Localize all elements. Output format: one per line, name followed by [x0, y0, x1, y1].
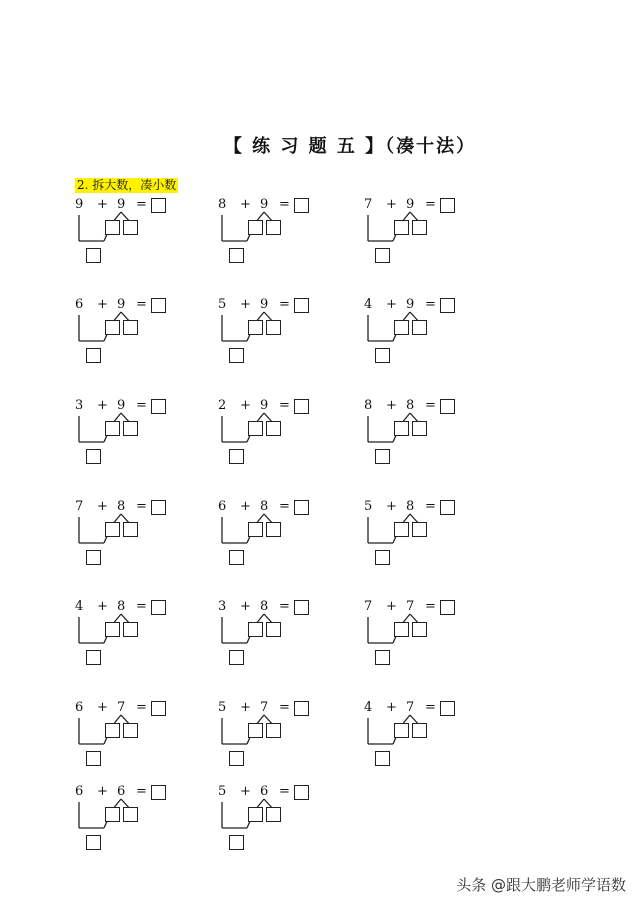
plus-sign: +: [386, 499, 397, 514]
sum-ten-box[interactable]: [375, 650, 390, 665]
equals-sign: =: [136, 784, 147, 799]
equals-sign: =: [136, 599, 147, 614]
plus-sign: +: [97, 784, 108, 799]
plus-sign: +: [240, 197, 251, 212]
plus-sign: +: [97, 499, 108, 514]
addend-a: 7: [364, 599, 373, 614]
sum-ten-box[interactable]: [86, 751, 101, 766]
equals-sign: =: [136, 499, 147, 514]
split-box-left[interactable]: [105, 807, 120, 822]
equals-sign: =: [279, 700, 290, 715]
split-box-right[interactable]: [123, 723, 138, 738]
sum-ten-box[interactable]: [86, 348, 101, 363]
sum-ten-box[interactable]: [375, 449, 390, 464]
addend-b: 9: [260, 197, 269, 212]
addend-a: 8: [364, 398, 373, 413]
split-box-right[interactable]: [412, 522, 427, 537]
plus-sign: +: [240, 784, 251, 799]
addend-b: 6: [260, 784, 269, 799]
equals-sign: =: [279, 784, 290, 799]
sum-ten-box[interactable]: [229, 835, 244, 850]
addend-b: 8: [260, 499, 269, 514]
addend-b: 9: [260, 297, 269, 312]
addend-a: 5: [218, 700, 227, 715]
addend-b: 8: [406, 499, 415, 514]
addend-a: 9: [75, 197, 84, 212]
addend-a: 3: [218, 599, 227, 614]
plus-sign: +: [240, 599, 251, 614]
addend-a: 4: [364, 700, 373, 715]
split-box-right[interactable]: [266, 522, 281, 537]
addend-a: 4: [75, 599, 84, 614]
addend-a: 5: [218, 297, 227, 312]
equals-sign: =: [279, 398, 290, 413]
problem-card: [218, 500, 348, 570]
split-box-right[interactable]: [412, 220, 427, 235]
addend-b: 8: [117, 499, 126, 514]
sum-ten-box[interactable]: [229, 449, 244, 464]
problem-card: [364, 500, 494, 570]
equals-sign: =: [136, 197, 147, 212]
addend-b: 7: [117, 700, 126, 715]
addend-b: 9: [117, 197, 126, 212]
addend-a: 5: [364, 499, 373, 514]
split-box-left[interactable]: [105, 421, 120, 436]
plus-sign: +: [240, 398, 251, 413]
addend-b: 9: [406, 297, 415, 312]
problem-card: [75, 399, 205, 469]
addend-a: 6: [75, 297, 84, 312]
sum-ten-box[interactable]: [375, 751, 390, 766]
equals-sign: =: [425, 297, 436, 312]
problem-card: [218, 198, 348, 268]
equals-sign: =: [279, 297, 290, 312]
plus-sign: +: [386, 700, 397, 715]
problem-card: [364, 399, 494, 469]
problem-card: [364, 600, 494, 670]
problem-card: [218, 399, 348, 469]
split-box-left[interactable]: [105, 522, 120, 537]
plus-sign: +: [240, 297, 251, 312]
problem-card: [218, 701, 348, 771]
split-box-left[interactable]: [105, 220, 120, 235]
split-box-right[interactable]: [412, 723, 427, 738]
split-box-right[interactable]: [266, 421, 281, 436]
problem-card: [218, 785, 348, 855]
plus-sign: +: [386, 197, 397, 212]
addend-a: 3: [75, 398, 84, 413]
sum-ten-box[interactable]: [375, 248, 390, 263]
addend-b: 7: [406, 700, 415, 715]
addend-b: 9: [260, 398, 269, 413]
addend-b: 7: [406, 599, 415, 614]
sum-ten-box[interactable]: [229, 650, 244, 665]
split-box-left[interactable]: [248, 723, 263, 738]
plus-sign: +: [386, 297, 397, 312]
split-box-left[interactable]: [394, 220, 409, 235]
split-box-left[interactable]: [394, 522, 409, 537]
addend-b: 9: [117, 398, 126, 413]
split-box-right[interactable]: [266, 220, 281, 235]
plus-sign: +: [240, 499, 251, 514]
addend-a: 7: [75, 499, 84, 514]
plus-sign: +: [386, 398, 397, 413]
addend-b: 6: [117, 784, 126, 799]
equals-sign: =: [136, 398, 147, 413]
sum-ten-box[interactable]: [86, 248, 101, 263]
equals-sign: =: [136, 700, 147, 715]
split-box-right[interactable]: [412, 421, 427, 436]
sum-ten-box[interactable]: [229, 348, 244, 363]
addend-b: 9: [117, 297, 126, 312]
split-box-left[interactable]: [248, 421, 263, 436]
sum-ten-box[interactable]: [375, 550, 390, 565]
addend-b: 9: [406, 197, 415, 212]
plus-sign: +: [240, 700, 251, 715]
split-box-left[interactable]: [105, 320, 120, 335]
problem-card: [75, 298, 205, 368]
problem-card: [218, 298, 348, 368]
equals-sign: =: [425, 197, 436, 212]
split-box-left[interactable]: [394, 622, 409, 637]
split-box-right[interactable]: [266, 723, 281, 738]
watermark: 头条 @跟大鹏老师学语数: [456, 876, 626, 894]
equals-sign: =: [136, 297, 147, 312]
addend-b: 8: [260, 599, 269, 614]
sum-ten-box[interactable]: [229, 550, 244, 565]
split-box-left[interactable]: [248, 807, 263, 822]
addend-a: 6: [75, 700, 84, 715]
split-box-left[interactable]: [248, 622, 263, 637]
problem-card: [75, 785, 205, 855]
equals-sign: =: [425, 599, 436, 614]
split-box-right[interactable]: [123, 320, 138, 335]
problem-card: [218, 600, 348, 670]
split-box-right[interactable]: [123, 421, 138, 436]
split-box-left[interactable]: [248, 320, 263, 335]
problem-card: [75, 198, 205, 268]
addend-b: 8: [117, 599, 126, 614]
problem-card: [75, 600, 205, 670]
equals-sign: =: [425, 398, 436, 413]
split-box-right[interactable]: [266, 622, 281, 637]
split-box-right[interactable]: [123, 622, 138, 637]
sum-ten-box[interactable]: [86, 449, 101, 464]
plus-sign: +: [97, 599, 108, 614]
split-box-left[interactable]: [394, 320, 409, 335]
plus-sign: +: [386, 599, 397, 614]
split-box-left[interactable]: [394, 421, 409, 436]
problem-card: [75, 500, 205, 570]
plus-sign: +: [97, 398, 108, 413]
plus-sign: +: [97, 700, 108, 715]
split-box-left[interactable]: [248, 522, 263, 537]
instruction-label: 2. 拆大数，凑小数: [77, 178, 177, 192]
sum-ten-box[interactable]: [375, 348, 390, 363]
split-box-left[interactable]: [248, 220, 263, 235]
addend-a: 4: [364, 297, 373, 312]
split-box-left[interactable]: [105, 622, 120, 637]
sum-ten-box[interactable]: [229, 751, 244, 766]
split-box-right[interactable]: [266, 320, 281, 335]
addend-a: 5: [218, 784, 227, 799]
split-box-right[interactable]: [412, 320, 427, 335]
equals-sign: =: [279, 599, 290, 614]
problem-card: [75, 701, 205, 771]
split-box-right[interactable]: [266, 807, 281, 822]
plus-sign: +: [97, 197, 108, 212]
addend-b: 7: [260, 700, 269, 715]
split-box-right[interactable]: [123, 807, 138, 822]
equals-sign: =: [425, 700, 436, 715]
split-box-left[interactable]: [394, 723, 409, 738]
plus-sign: +: [97, 297, 108, 312]
addend-a: 7: [364, 197, 373, 212]
equals-sign: =: [279, 197, 290, 212]
sum-ten-box[interactable]: [86, 650, 101, 665]
addend-a: 6: [75, 784, 84, 799]
addend-b: 8: [406, 398, 415, 413]
split-box-right[interactable]: [123, 522, 138, 537]
sum-ten-box[interactable]: [86, 550, 101, 565]
sum-ten-box[interactable]: [86, 835, 101, 850]
split-box-left[interactable]: [105, 723, 120, 738]
equals-sign: =: [425, 499, 436, 514]
problem-card: [364, 298, 494, 368]
split-box-right[interactable]: [123, 220, 138, 235]
equals-sign: =: [279, 499, 290, 514]
split-box-right[interactable]: [412, 622, 427, 637]
sum-ten-box[interactable]: [229, 248, 244, 263]
addend-a: 8: [218, 197, 227, 212]
problem-card: [364, 198, 494, 268]
problem-card: [364, 701, 494, 771]
addend-a: 6: [218, 499, 227, 514]
page-title: 【 练 习 题 五 】（凑十法）: [223, 136, 477, 157]
addend-a: 2: [218, 398, 227, 413]
